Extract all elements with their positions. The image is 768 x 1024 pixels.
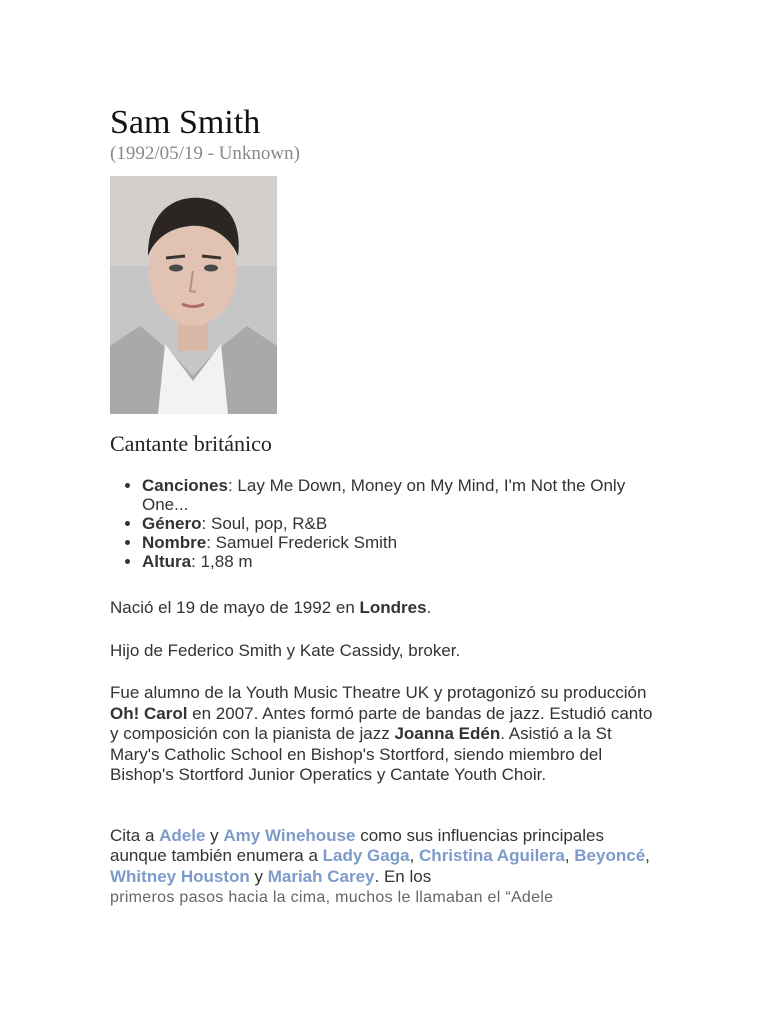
list-item: [142, 514, 655, 533]
influences-paragraph: [110, 826, 655, 909]
facts-list: [110, 476, 655, 571]
link-adele[interactable]: Adele: [159, 825, 206, 845]
portrait-illustration: [110, 176, 277, 414]
fact-label: Canciones: [142, 476, 228, 495]
fact-label: Nombre: [142, 533, 207, 552]
fact-label: Género: [142, 514, 202, 533]
list-item: [142, 533, 655, 552]
teacher-name: Joanna Edén: [394, 724, 501, 743]
link-christina-aguilera[interactable]: Christina Aguilera: [419, 846, 565, 865]
text-span: ,: [645, 846, 650, 865]
link-beyonce[interactable]: Beyoncé: [574, 846, 646, 865]
life-dates: (1992/05/19 - Unknown): [110, 143, 300, 164]
list-item: [142, 476, 655, 514]
text-span: Cita a: [110, 825, 160, 845]
fact-label: Altura: [142, 552, 192, 571]
text-span: Fue alumno de la Youth Music Theatre UK y protagonizó su producción: [110, 683, 647, 702]
text-span: . En los: [374, 866, 432, 886]
birth-paragraph: [110, 598, 655, 619]
link-mariah-carey[interactable]: Mariah Carey: [267, 866, 375, 886]
text-span: . Asistió a la St Mary's Catholic School en Bishop's Stortford, siendo miembro del Bishop's Stortford Junior Operatics y Cantate Youth Choir.: [110, 724, 612, 784]
text-span: en 2007. Antes formó parte de bandas de jazz. Estudió canto y composición con la pianista de jazz: [110, 703, 653, 743]
fact-value: : 1,88 m: [191, 552, 253, 571]
text-span: como sus influencias principales aunque también enumera a: [110, 825, 604, 865]
text-span: y: [249, 866, 268, 886]
link-whitney-houston[interactable]: Whitney Houston: [110, 866, 250, 886]
fact-value: : Soul, pop, R&B: [201, 514, 328, 533]
fact-value: : Lay Me Down, Money on My Mind, I'm Not the Only One...: [142, 476, 626, 514]
portrait-photo: [110, 176, 277, 414]
article: [110, 104, 655, 909]
link-amy-winehouse[interactable]: Amy Winehouse: [223, 825, 356, 845]
fact-value: : Samuel Frederick Smith: [206, 533, 398, 552]
link-lady-gaga[interactable]: Lady Gaga: [322, 846, 410, 865]
page-title: Sam Smith: [110, 104, 261, 141]
text-span: primeros pasos hacia la cima, muchos le llamaban el “Adele: [110, 889, 554, 906]
production-title: Oh! Carol: [110, 703, 188, 723]
subtitle: Cantante británico: [110, 431, 272, 456]
parents-paragraph: Hijo de Federico Smith y Kate Cassidy, broker.: [110, 640, 461, 660]
birth-city: Londres: [359, 598, 427, 617]
text-span: Nació el 19 de mayo de 1992 en: [110, 598, 360, 617]
list-item: [142, 552, 655, 571]
text-span: y: [205, 825, 224, 845]
text-span: ,: [409, 846, 420, 865]
bio-paragraph: [110, 683, 655, 786]
text-span: ,: [564, 846, 575, 865]
text-span: .: [426, 598, 432, 617]
